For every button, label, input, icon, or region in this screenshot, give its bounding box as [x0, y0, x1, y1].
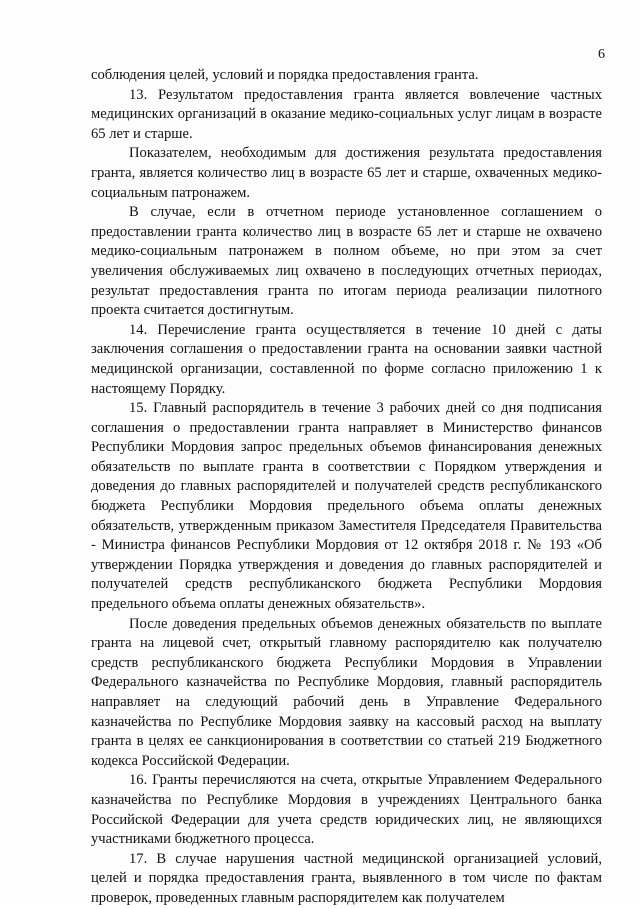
paragraph-item-14: 14. Перечисление гранта осуществляется в течение 10 дней с даты заключения соглашения о предоставлении гранта на основании заявки частной медицинской организации, составленной по форме согласно приложению 1 к настоящему Порядку. [91, 321, 602, 397]
paragraph-indicator: Показателем, необходимым для достижения результата предоставления гранта, является количество лиц в возрасте 65 лет и старше, охваченных медико-социальным патронажем. [91, 145, 602, 201]
paragraph-after-limits: После доведения предельных объемов денежных обязательств по выплате гранта на лицевой счет, открытый главному распорядителю как получателю средств республиканского бюджета Республики Мордовия в Управлении Федерального казначейства по Республике Мордовия, главный распорядитель направляет на следующий рабочий день в Управление Федерального казначейства по Республике Мордовия заявку на кассовый расход на выплату гранта в целях ее санкционирования в соответствии со статьей 219 Бюджетного кодекса Российской Федерации. [91, 615, 602, 769]
paragraph-item-15: 15. Главный распорядитель в течение 3 рабочих дней со дня подписания соглашения о предоставлении гранта направляет в Министерство финансов Республики Мордовия запрос предельных объемов финансирования денежных обязательств по выплате гранта в соответствии с Порядком утверждения и доведения до главных распорядителей и получателей средств республиканского бюджета Республики Мордовия предельного объема оплаты денежных обязательств, утвержденным приказом Заместителя Председателя Правительства - Министра финансов Республики Мордовия от 12 октября 2018 г. № 193 «Об утверждении Порядка утверждения и доведения до главных распорядителей и получателей средств республиканского бюджета Республики Мордовия предельного объема оплаты денежных обязательств». [91, 400, 602, 613]
paragraph-continuation: соблюдения целей, условий и порядка предоставления гранта. [91, 67, 479, 83]
document-body [91, 66, 602, 909]
paragraph-item-17: 17. В случае нарушения частной медицинской организацией условий, целей и порядка предоставления гранта, выявленного в том числе по фактам проверок, проведенных главным распорядителем как получателем [91, 850, 602, 906]
page-number: 6 [598, 47, 605, 62]
paragraph-item-16: 16. Гранты перечисляются на счета, открытые Управлением Федерального казначейства по Республике Мордовия в учреждениях Центрального банка Российской Федерации для учета средств юридических лиц, не являющихся участниками бюджетного процесса. [91, 772, 602, 848]
paragraph-item-13: 13. Результатом предоставления гранта является вовлечение частных медицинских организаций в оказание медико-социальных услуг лицам в возрасте 65 лет и старше. [91, 86, 602, 142]
paragraph-reporting-period: В случае, если в отчетном периоде установленное соглашением о предоставлении гранта количество лиц в возрасте 65 лет и старше не охвачено медико-социальным патронажем в полном объеме, но при этом за счет увеличения обслуживаемых лиц охвачено в последующих отчетных периодах, результат предоставления гранта по итогам периода реализации пилотного проекта считается достигнутым. [91, 204, 602, 319]
